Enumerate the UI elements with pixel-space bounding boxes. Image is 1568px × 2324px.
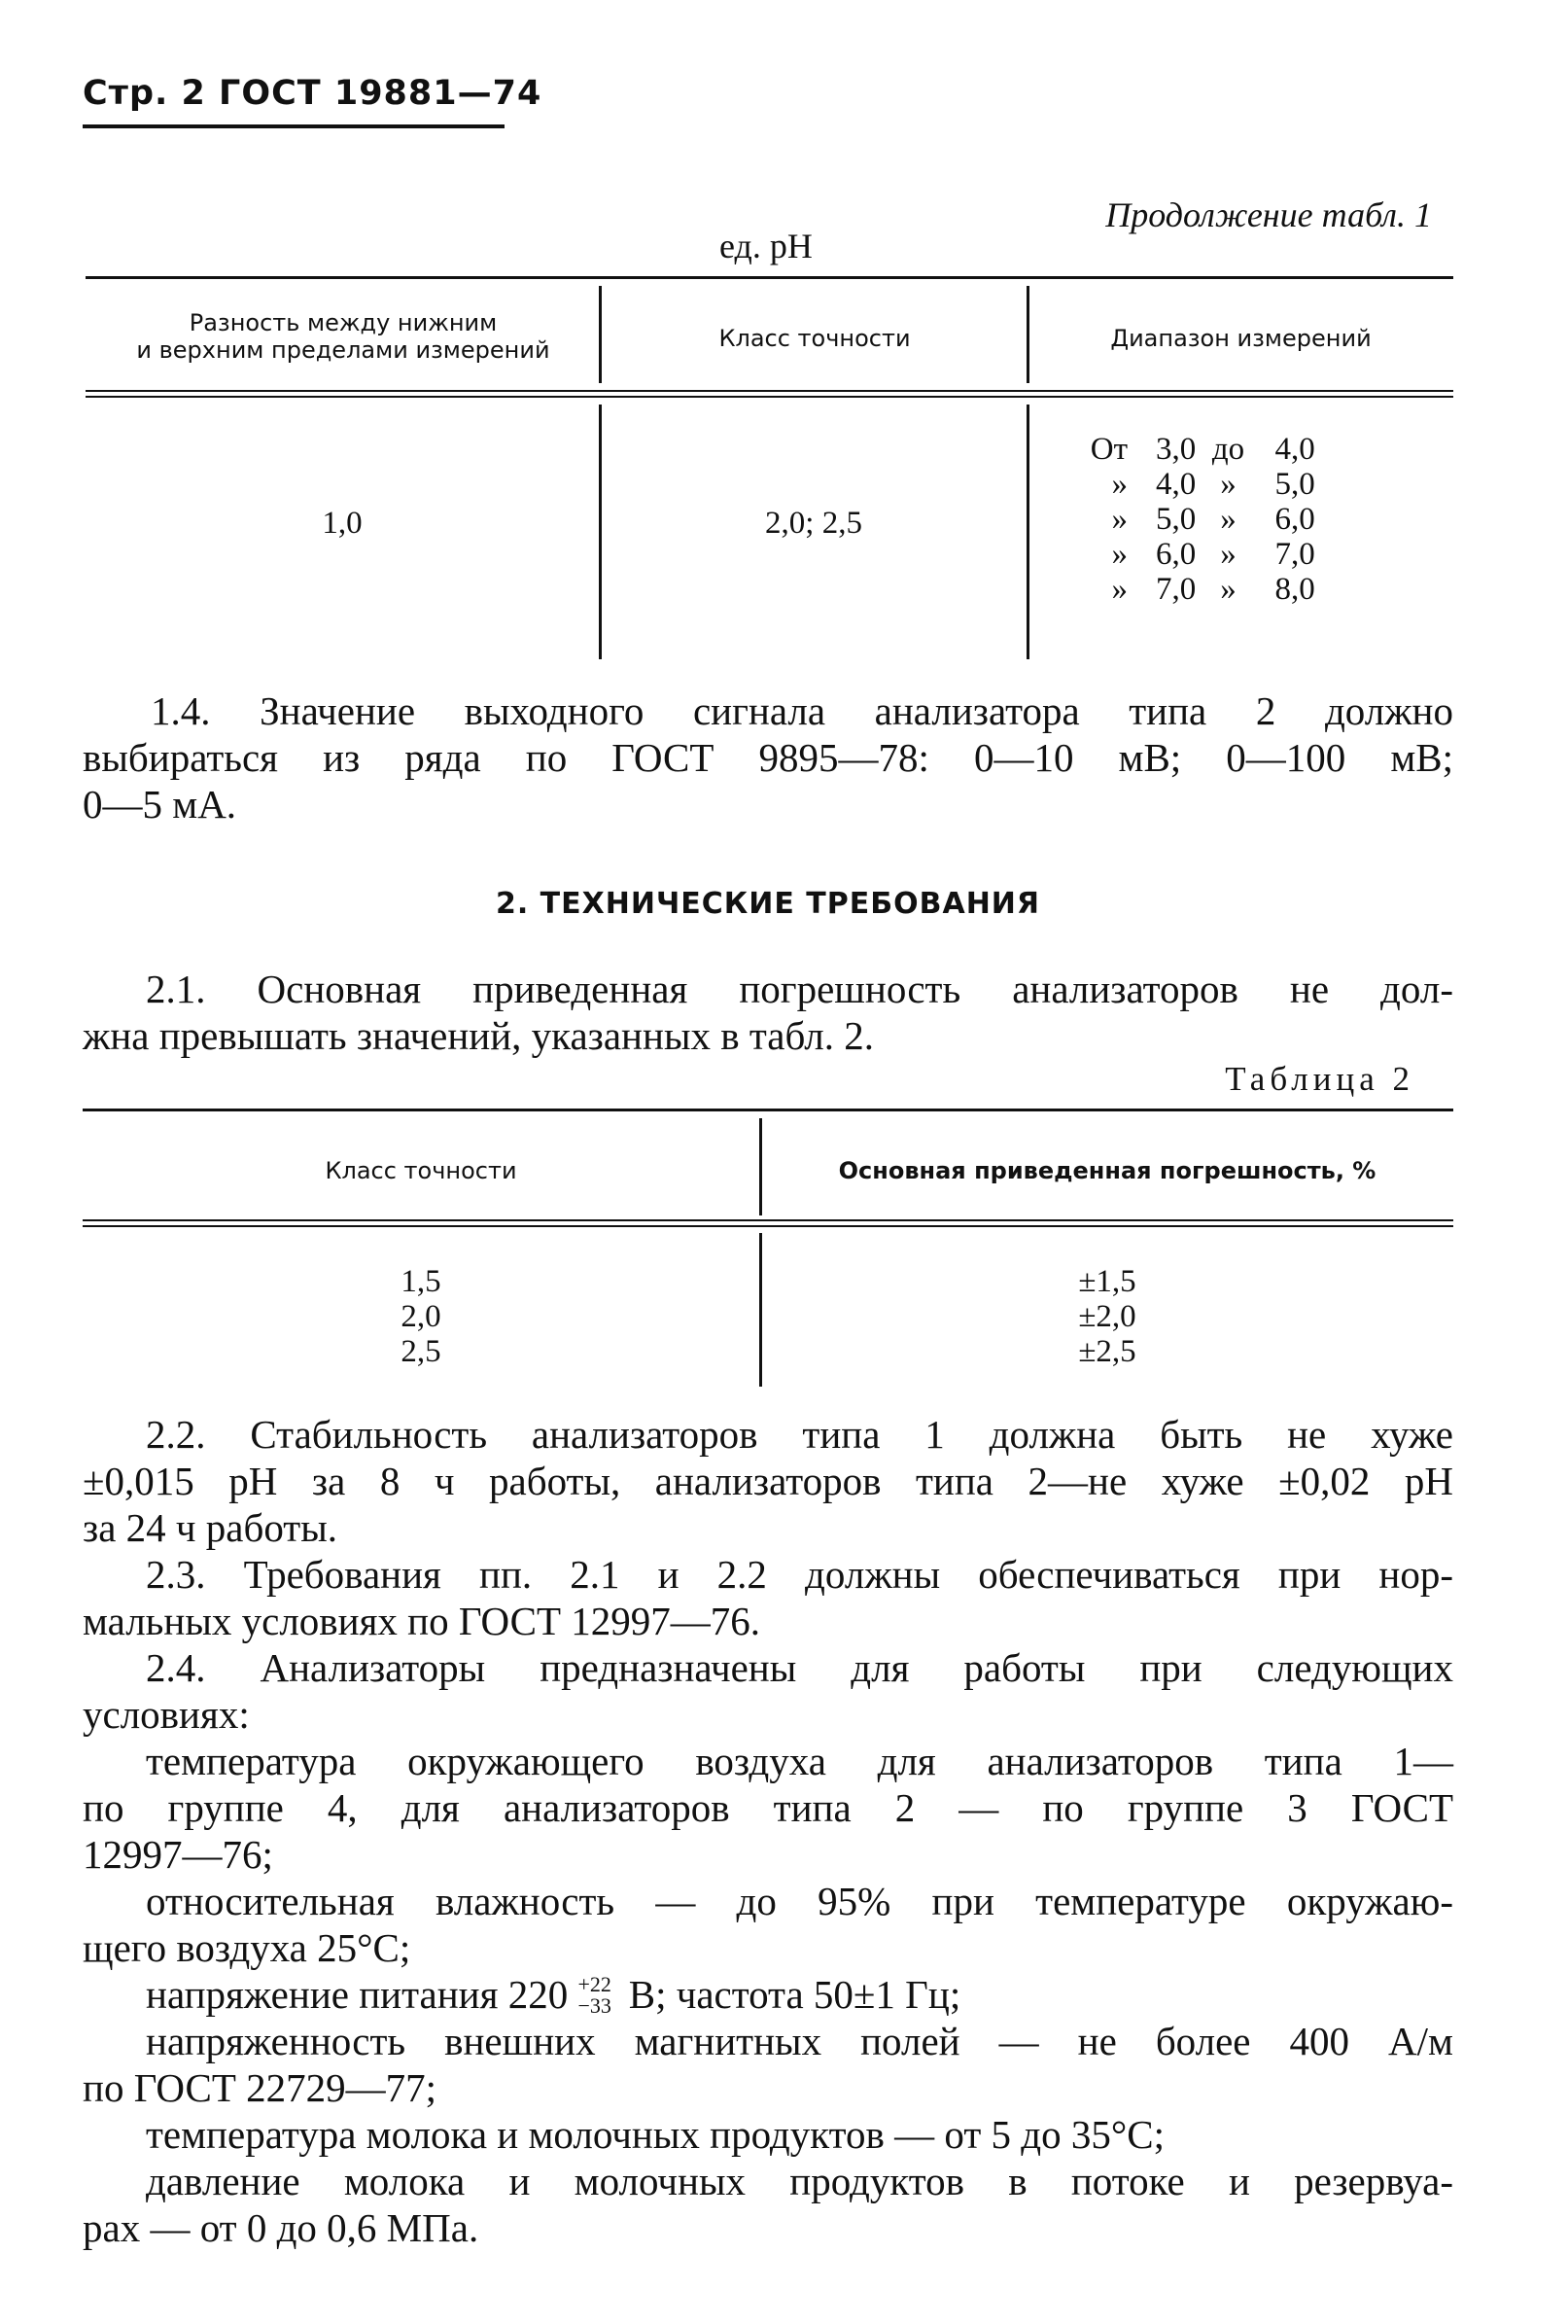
header-rule xyxy=(83,124,505,128)
para-2-4-milk-temp: температура молока и молочных продуктов — от 5 до 35°С; xyxy=(146,2112,1165,2157)
para-2-4-line2: условиях: xyxy=(83,1692,250,1737)
para-2-1-line2: жна превышать значений, указанных в табл. 2. xyxy=(83,1013,875,1058)
table1-cell-class: 2,0; 2,5 xyxy=(765,506,862,541)
range-row xyxy=(1069,432,1322,467)
range-mid: » xyxy=(1220,502,1237,537)
range-mid: до xyxy=(1211,432,1245,467)
table1-header-rule-a xyxy=(86,390,1453,392)
range-to: 6,0 xyxy=(1274,502,1315,537)
range-prefix: » xyxy=(1111,502,1128,537)
range-to: 5,0 xyxy=(1274,467,1315,502)
table2-header-class: Класс точности xyxy=(325,1157,517,1184)
table1-unit: ед. pH xyxy=(719,227,813,265)
voltage-prefix: напряжение питания 220 xyxy=(146,1972,569,2017)
table1-header-class: Класс точности xyxy=(718,325,911,352)
table1-header-difference: Разность между нижним и верхним пределами измерений xyxy=(136,309,550,364)
table2-class-list xyxy=(83,1264,759,1369)
table2-top-rule xyxy=(83,1109,1453,1111)
table2-class-value: 1,5 xyxy=(401,1264,441,1299)
range-to: 8,0 xyxy=(1274,572,1315,607)
table2-error-value: ±2,0 xyxy=(1078,1299,1136,1334)
table1-body-divider-2 xyxy=(1027,405,1029,659)
para-2-4-mag-line2: по ГОСТ 22729—77; xyxy=(83,2065,437,2110)
para-1-4-line2: выбираться из ряда по ГОСТ 9895—78: 0—10 мВ; 0—100 мВ; xyxy=(83,735,1453,780)
running-header: Стр. 2 ГОСТ 19881—74 xyxy=(83,74,542,113)
para-2-4-hum-line1: относительная влажность — до 95% при температуре окружаю- xyxy=(146,1879,1453,1923)
table2-error-value: ±1,5 xyxy=(1078,1264,1136,1299)
range-from: 7,0 xyxy=(1156,572,1197,607)
table2-header-error: Основная приведенная погрешность, % xyxy=(838,1157,1376,1184)
para-2-4-pressure-line1: давление молока и молочных продуктов в потоке и резервуа- xyxy=(146,2159,1453,2203)
range-mid: » xyxy=(1220,572,1237,607)
range-from: 5,0 xyxy=(1156,502,1197,537)
table2-header-rule-b xyxy=(83,1225,1453,1227)
range-row xyxy=(1069,572,1322,607)
table2-header-rule-a xyxy=(83,1219,1453,1221)
voltage-suffix: В; частота 50±1 Гц; xyxy=(628,1972,961,2017)
table1-range-list xyxy=(1069,432,1322,607)
para-2-1-line1: 2.1. Основная приведенная погрешность анализаторов не дол- xyxy=(146,967,1453,1011)
range-mid: » xyxy=(1220,467,1237,502)
table2-class-value: 2,5 xyxy=(401,1334,441,1369)
para-2-3-line1: 2.3. Требования пп. 2.1 и 2.2 должны обеспечиваться при нор- xyxy=(146,1552,1453,1597)
range-to: 7,0 xyxy=(1274,537,1315,572)
range-from: 6,0 xyxy=(1156,537,1197,572)
para-2-4-temp-line2: по группе 4, для анализаторов типа 2 — по группе 3 ГОСТ xyxy=(83,1785,1453,1830)
para-2-4-temp-line3: 12997—76; xyxy=(83,1832,273,1877)
table1-header-divider-1 xyxy=(599,286,602,383)
para-2-4-line1: 2.4. Анализаторы предназначены для работы при следующих xyxy=(146,1645,1453,1690)
table1-header-rule-b xyxy=(86,396,1453,398)
range-row xyxy=(1069,467,1322,502)
para-2-4-pressure-line2: рах — от 0 до 0,6 МПа. xyxy=(83,2205,479,2250)
voltage-tolerance xyxy=(577,1972,618,2017)
voltage-tolerance-minus: −33 xyxy=(577,1993,611,2018)
range-prefix: » xyxy=(1111,572,1128,607)
para-2-2-line2: ±0,015 pH за 8 ч работы, анализаторов типа 2—не хуже ±0,02 pH xyxy=(83,1459,1453,1503)
range-prefix: От xyxy=(1090,432,1128,467)
table2-class-value: 2,0 xyxy=(401,1299,441,1334)
range-row xyxy=(1069,537,1322,572)
table1-continuation-caption: Продолжение табл. 1 xyxy=(1105,195,1432,234)
para-2-2-line3: за 24 ч работы. xyxy=(83,1505,337,1550)
range-mid: » xyxy=(1220,537,1237,572)
para-2-3-line2: мальных условиях по ГОСТ 12997—76. xyxy=(83,1599,761,1643)
range-from: 3,0 xyxy=(1156,432,1197,467)
table2-error-value: ±2,5 xyxy=(1078,1334,1136,1369)
para-1-4-line3: 0—5 мА. xyxy=(83,782,237,827)
table1-header-range: Диапазон измерений xyxy=(1110,325,1372,352)
range-prefix: » xyxy=(1111,537,1128,572)
para-1-4-line1: 1.4. Значение выходного сигнала анализатора типа 2 должно xyxy=(151,688,1453,733)
range-to: 4,0 xyxy=(1274,432,1315,467)
table2-error-list xyxy=(761,1264,1453,1369)
para-2-4-temp-line1: температура окружающего воздуха для анализаторов типа 1— xyxy=(146,1739,1453,1783)
table1-top-rule xyxy=(86,276,1453,279)
para-2-4-mag-line1: напряженность внешних магнитных полей — не более 400 А/м xyxy=(146,2019,1453,2063)
table1-header-divider-2 xyxy=(1027,286,1029,383)
range-prefix: » xyxy=(1111,467,1128,502)
section-2-heading: 2. ТЕХНИЧЕСКИЕ ТРЕБОВАНИЯ xyxy=(495,887,1041,921)
table2-caption: Таблица 2 xyxy=(1225,1060,1414,1098)
range-row xyxy=(1069,502,1322,537)
range-from: 4,0 xyxy=(1156,467,1197,502)
para-2-4-voltage-line xyxy=(146,1972,960,2017)
voltage-tolerance-plus: +22 xyxy=(577,1972,611,1996)
para-2-2-line1: 2.2. Стабильность анализаторов типа 1 должна быть не хуже xyxy=(146,1412,1453,1457)
table1-cell-difference: 1,0 xyxy=(322,506,363,541)
para-2-4-hum-line2: щего воздуха 25°С; xyxy=(83,1925,411,1970)
